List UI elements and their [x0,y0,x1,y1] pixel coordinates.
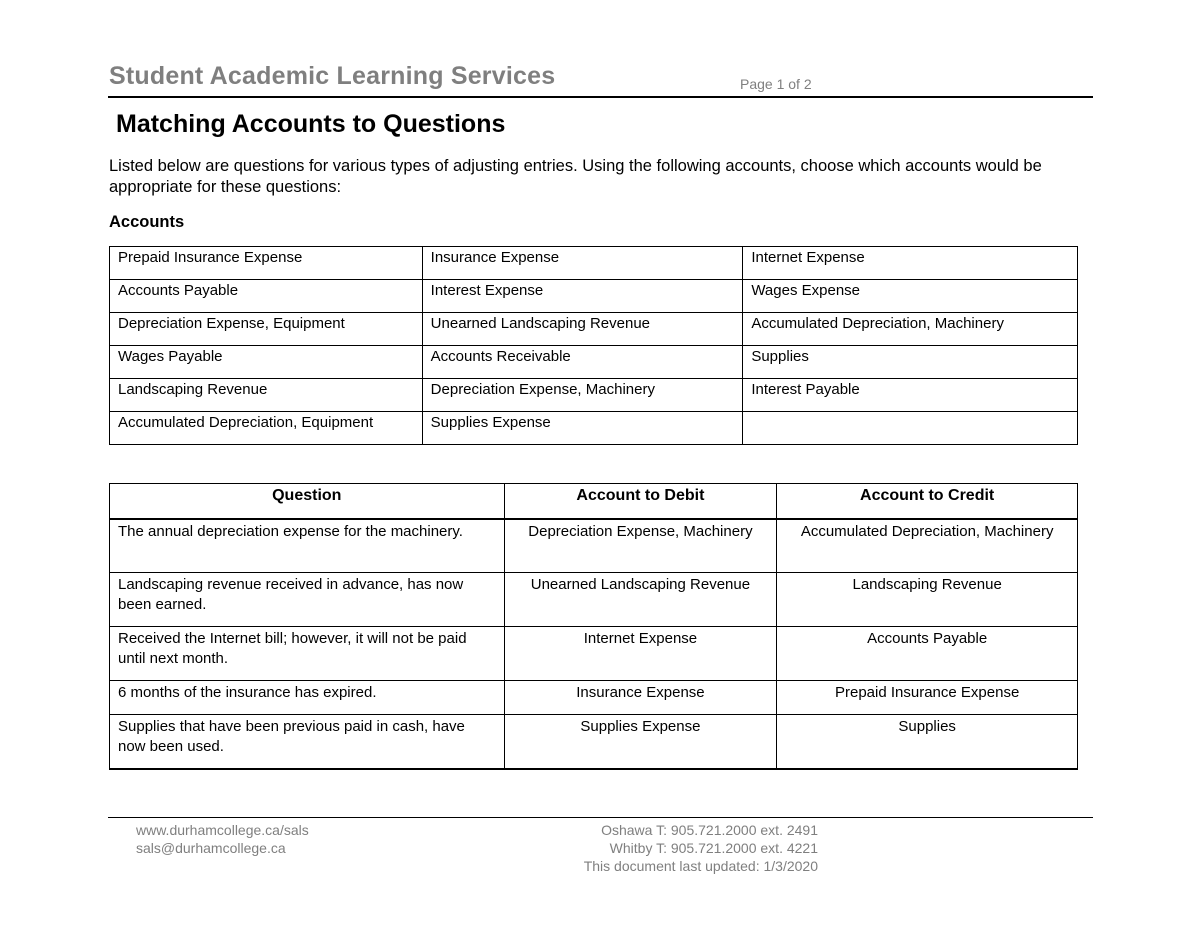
footer-oshawa-phone: Oshawa T: 905.721.2000 ext. 2491 [601,822,818,838]
account-cell: Depreciation Expense, Machinery [422,379,743,412]
account-cell: Unearned Landscaping Revenue [422,313,743,346]
question-cell: Supplies that have been previous paid in cash, have now been used. [110,715,505,769]
account-cell: Interest Expense [422,280,743,313]
question-cell: Received the Internet bill; however, it will not be paid until next month. [110,627,505,681]
account-cell: Accounts Payable [110,280,423,313]
account-cell: Wages Expense [743,280,1078,313]
account-cell: Supplies Expense [422,412,743,445]
debit-cell: Internet Expense [504,627,777,681]
footer-whitby-phone: Whitby T: 905.721.2000 ext. 4221 [609,840,818,856]
account-cell: Insurance Expense [422,247,743,280]
credit-cell: Accumulated Depreciation, Machinery [777,519,1078,573]
debit-cell: Supplies Expense [504,715,777,769]
questions-header-row [110,484,1078,519]
account-cell [743,412,1078,445]
debit-cell: Insurance Expense [504,681,777,715]
column-header-question: Question [110,484,505,519]
account-cell: Interest Payable [743,379,1078,412]
footer-contact-web [136,821,309,857]
credit-cell: Prepaid Insurance Expense [777,681,1078,715]
accounts-heading: Accounts [109,213,185,231]
accounts-row [110,247,1078,280]
footer-website-link[interactable]: www.durhamcollege.ca/sals [136,822,309,838]
page-title: Matching Accounts to Questions [116,110,506,138]
debit-cell: Unearned Landscaping Revenue [504,573,777,627]
accounts-row [110,313,1078,346]
account-cell: Accumulated Depreciation, Equipment [110,412,423,445]
credit-cell: Supplies [777,715,1078,769]
accounts-table [109,246,1078,445]
account-cell: Accumulated Depreciation, Machinery [743,313,1078,346]
question-cell: Landscaping revenue received in advance, has now been earned. [110,573,505,627]
account-cell: Landscaping Revenue [110,379,423,412]
accounts-row [110,346,1078,379]
table-row [110,627,1078,681]
footer-divider [108,817,1093,818]
column-header-credit: Account to Credit [777,484,1078,519]
question-cell: The annual depreciation expense for the machinery. [110,519,505,573]
footer-last-updated: This document last updated: 1/3/2020 [583,858,818,874]
footer-email-link[interactable]: sals@durhamcollege.ca [136,840,286,856]
table-row [110,681,1078,715]
credit-cell: Accounts Payable [777,627,1078,681]
footer-contact-phone [584,821,818,875]
questions-table [109,483,1078,770]
organization-name: Student Academic Learning Services [109,62,556,90]
account-cell: Internet Expense [743,247,1078,280]
account-cell: Wages Payable [110,346,423,379]
accounts-row [110,379,1078,412]
account-cell: Supplies [743,346,1078,379]
accounts-row [110,412,1078,445]
table-row [110,715,1078,769]
question-cell: 6 months of the insurance has expired. [110,681,505,715]
account-cell: Accounts Receivable [422,346,743,379]
accounts-row [110,280,1078,313]
table-row [110,519,1078,573]
account-cell: Prepaid Insurance Expense [110,247,423,280]
intro-paragraph: Listed below are questions for various types of adjusting entries. Using the following accounts, choose which accounts would be appropriate for these questions: [109,157,1042,196]
table-row [110,573,1078,627]
header-divider [108,96,1093,98]
column-header-debit: Account to Debit [504,484,777,519]
account-cell: Depreciation Expense, Equipment [110,313,423,346]
credit-cell: Landscaping Revenue [777,573,1078,627]
page-indicator: Page 1 of 2 [740,76,812,92]
debit-cell: Depreciation Expense, Machinery [504,519,777,573]
